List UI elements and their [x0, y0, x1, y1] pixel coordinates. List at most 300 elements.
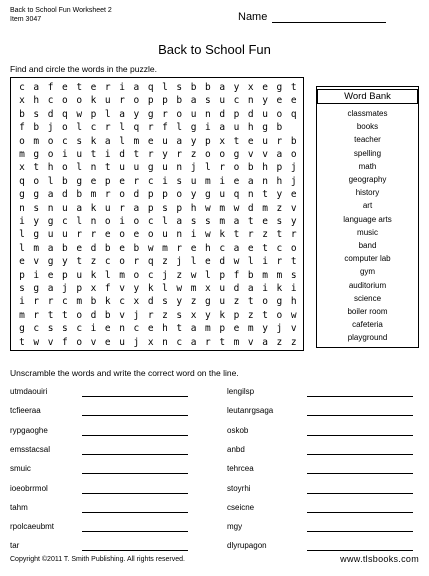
puzzle-letter[interactable]: r [119, 202, 125, 214]
puzzle-letter[interactable]: b [205, 82, 211, 93]
puzzle-letter[interactable]: s [33, 202, 40, 214]
puzzle-letter[interactable]: p [233, 309, 240, 321]
puzzle-letter[interactable]: i [119, 216, 125, 227]
puzzle-letter[interactable]: u [133, 162, 140, 174]
puzzle-letter[interactable]: y [233, 82, 240, 93]
puzzle-letter[interactable]: p [162, 189, 168, 201]
puzzle-letter[interactable]: s [176, 82, 183, 93]
puzzle-letter[interactable]: w [76, 108, 83, 120]
puzzle-letter[interactable]: r [104, 189, 111, 201]
puzzle-letter[interactable]: b [19, 108, 25, 120]
puzzle-letter[interactable]: x [147, 336, 154, 348]
puzzle-letter[interactable]: j [290, 175, 297, 187]
puzzle-letter[interactable]: c [76, 323, 83, 335]
puzzle-letter[interactable]: u [76, 149, 83, 160]
puzzle-letter[interactable]: a [262, 336, 268, 348]
puzzle-letter[interactable]: b [62, 175, 68, 187]
puzzle-letter[interactable]: b [90, 296, 97, 308]
puzzle-letter[interactable]: z [290, 336, 297, 348]
puzzle-letter[interactable]: a [33, 82, 40, 93]
puzzle-letter[interactable]: g [276, 296, 283, 308]
puzzle-letter[interactable]: d [90, 242, 97, 254]
puzzle-letter[interactable]: m [19, 149, 25, 160]
puzzle-letter[interactable]: e [147, 135, 154, 147]
puzzle-letter[interactable]: u [62, 202, 68, 214]
puzzle-letter[interactable]: d [119, 149, 125, 160]
puzzle-letter[interactable]: i [162, 175, 168, 187]
puzzle-letter[interactable]: l [19, 242, 25, 254]
puzzle-letter[interactable]: p [147, 189, 154, 201]
puzzle-letter[interactable]: g [19, 189, 25, 201]
puzzle-letter[interactable]: o [62, 122, 68, 134]
puzzle-letter[interactable]: a [104, 135, 111, 147]
puzzle-letter[interactable]: d [47, 108, 54, 120]
puzzle-letter[interactable]: j [162, 269, 168, 281]
puzzle-letter[interactable]: m [190, 283, 197, 294]
puzzle-letter[interactable]: i [104, 149, 111, 160]
puzzle-letter[interactable]: r [119, 95, 125, 107]
puzzle-letter[interactable]: v [47, 336, 54, 348]
puzzle-letter[interactable]: h [205, 242, 211, 254]
puzzle-letter[interactable]: c [133, 323, 140, 335]
puzzle-letter[interactable]: p [219, 323, 226, 335]
puzzle-letter[interactable]: s [290, 269, 297, 281]
puzzle-letter[interactable]: t [33, 162, 40, 174]
puzzle-letter[interactable]: e [290, 189, 297, 201]
puzzle-letter[interactable]: i [19, 296, 25, 308]
puzzle-letter[interactable]: o [47, 135, 54, 147]
puzzle-letter[interactable]: r [205, 336, 211, 348]
puzzle-letter[interactable]: l [176, 122, 183, 134]
puzzle-letter[interactable]: m [76, 296, 83, 308]
puzzle-letter[interactable]: t [219, 336, 226, 348]
puzzle-letter[interactable]: v [247, 149, 254, 160]
puzzle-letter[interactable]: m [262, 269, 268, 281]
answer-line[interactable] [82, 435, 188, 436]
puzzle-letter[interactable]: g [205, 296, 211, 308]
puzzle-letter[interactable]: o [119, 229, 125, 241]
puzzle-letter[interactable]: t [90, 149, 97, 160]
puzzle-letter[interactable]: g [47, 216, 54, 227]
puzzle-letter[interactable]: o [119, 189, 125, 201]
puzzle-letter[interactable]: w [205, 202, 211, 214]
puzzle-letter[interactable]: r [47, 296, 54, 308]
puzzle-letter[interactable]: t [290, 82, 297, 93]
puzzle-letter[interactable]: w [233, 256, 240, 268]
puzzle-letter[interactable]: a [176, 216, 183, 227]
puzzle-letter[interactable]: u [233, 122, 240, 134]
puzzle-letter[interactable]: o [147, 229, 154, 241]
puzzle-letter[interactable]: i [205, 122, 211, 134]
puzzle-letter[interactable]: a [47, 189, 54, 201]
puzzle-letter[interactable]: t [104, 162, 111, 174]
puzzle-letter[interactable]: k [147, 283, 154, 294]
puzzle-letter[interactable]: g [262, 122, 268, 134]
puzzle-letter[interactable]: b [76, 189, 83, 201]
puzzle-letter[interactable]: l [205, 162, 211, 174]
puzzle-letter[interactable]: r [219, 162, 226, 174]
puzzle-letter[interactable]: s [190, 216, 197, 227]
puzzle-letter[interactable]: j [47, 122, 54, 134]
puzzle-letter[interactable]: o [219, 149, 226, 160]
puzzle-letter[interactable]: c [147, 216, 154, 227]
puzzle-letter[interactable]: o [19, 135, 25, 147]
puzzle-letter[interactable]: b [247, 162, 254, 174]
puzzle-letter[interactable]: c [147, 175, 154, 187]
puzzle-letter[interactable]: z [276, 202, 283, 214]
puzzle-letter[interactable]: c [233, 95, 240, 107]
puzzle-letter[interactable]: a [247, 283, 254, 294]
puzzle-letter[interactable]: o [76, 309, 83, 321]
puzzle-letter[interactable]: m [19, 309, 25, 321]
puzzle-letter[interactable]: i [290, 283, 297, 294]
puzzle-letter[interactable]: n [90, 216, 97, 227]
puzzle-letter[interactable]: u [62, 229, 68, 241]
puzzle-letter[interactable]: u [119, 162, 125, 174]
puzzle-letter[interactable]: b [176, 95, 183, 107]
puzzle-letter[interactable]: y [262, 323, 268, 335]
puzzle-letter[interactable]: r [33, 309, 40, 321]
puzzle-letter[interactable]: h [47, 162, 54, 174]
puzzle-letter[interactable]: s [76, 135, 83, 147]
puzzle-letter[interactable]: r [162, 108, 168, 120]
puzzle-letter[interactable]: q [147, 256, 154, 268]
puzzle-letter[interactable]: z [90, 256, 97, 268]
puzzle-letter[interactable]: l [247, 256, 254, 268]
puzzle-letter[interactable]: m [262, 202, 268, 214]
puzzle-letter[interactable]: o [133, 216, 140, 227]
puzzle-letter[interactable]: j [133, 336, 140, 348]
puzzle-letter[interactable]: x [219, 135, 226, 147]
puzzle-letter[interactable]: o [276, 309, 283, 321]
puzzle-letter[interactable]: w [290, 309, 297, 321]
puzzle-letter[interactable]: a [190, 95, 197, 107]
puzzle-letter[interactable]: i [190, 229, 197, 241]
puzzle-letter[interactable]: h [162, 323, 168, 335]
puzzle-letter[interactable]: f [104, 283, 111, 294]
puzzle-letter[interactable]: w [190, 269, 197, 281]
puzzle-letter[interactable]: o [133, 95, 140, 107]
puzzle-letter[interactable]: i [262, 283, 268, 294]
puzzle-letter[interactable]: g [190, 122, 197, 134]
puzzle-letter[interactable]: c [62, 135, 68, 147]
puzzle-letter[interactable]: b [190, 82, 197, 93]
puzzle-letter[interactable]: r [276, 256, 283, 268]
puzzle-letter[interactable]: u [104, 95, 111, 107]
puzzle-letter[interactable]: t [62, 309, 68, 321]
puzzle-letter[interactable]: t [262, 309, 268, 321]
puzzle-letter[interactable]: s [162, 296, 168, 308]
puzzle-letter[interactable]: t [76, 82, 83, 93]
puzzle-letter[interactable]: j [290, 162, 297, 174]
puzzle-letter[interactable]: g [147, 108, 154, 120]
answer-line[interactable] [82, 396, 188, 397]
puzzle-letter[interactable]: m [219, 216, 226, 227]
puzzle-letter[interactable]: k [219, 229, 226, 241]
puzzle-letter[interactable]: n [162, 336, 168, 348]
puzzle-letter[interactable]: o [119, 256, 125, 268]
answer-line[interactable] [307, 531, 413, 532]
puzzle-letter[interactable]: s [162, 202, 168, 214]
puzzle-letter[interactable]: e [62, 82, 68, 93]
puzzle-letter[interactable]: r [76, 229, 83, 241]
puzzle-letter[interactable]: w [147, 242, 154, 254]
puzzle-letter[interactable]: m [276, 269, 283, 281]
puzzle-letter[interactable]: c [276, 242, 283, 254]
puzzle-letter[interactable]: w [176, 283, 183, 294]
puzzle-letter[interactable]: t [276, 229, 283, 241]
puzzle-letter[interactable]: x [19, 95, 25, 107]
puzzle-letter[interactable]: s [205, 95, 211, 107]
puzzle-letter[interactable]: e [290, 95, 297, 107]
puzzle-letter[interactable]: x [19, 162, 25, 174]
puzzle-letter[interactable]: y [133, 283, 140, 294]
puzzle-letter[interactable]: a [190, 336, 197, 348]
puzzle-letter[interactable]: t [247, 296, 254, 308]
puzzle-letter[interactable]: d [219, 256, 226, 268]
puzzle-letter[interactable]: w [205, 229, 211, 241]
puzzle-letter[interactable]: f [47, 82, 54, 93]
answer-line[interactable] [82, 550, 188, 551]
puzzle-letter[interactable]: a [133, 202, 140, 214]
puzzle-letter[interactable]: y [162, 149, 168, 160]
answer-line[interactable] [82, 454, 188, 455]
puzzle-letter[interactable]: u [104, 202, 111, 214]
puzzle-letter[interactable]: m [90, 189, 97, 201]
puzzle-letter[interactable]: k [90, 202, 97, 214]
puzzle-letter[interactable]: r [147, 309, 154, 321]
answer-line[interactable] [82, 493, 188, 494]
puzzle-letter[interactable]: b [247, 269, 254, 281]
puzzle-letter[interactable]: f [233, 269, 240, 281]
answer-line[interactable] [307, 512, 413, 513]
puzzle-letter[interactable]: l [162, 82, 168, 93]
name-answer-line[interactable] [272, 22, 386, 23]
puzzle-letter[interactable]: q [233, 189, 240, 201]
puzzle-letter[interactable]: r [33, 296, 40, 308]
puzzle-letter[interactable]: z [276, 336, 283, 348]
puzzle-letter[interactable]: g [233, 149, 240, 160]
puzzle-letter[interactable]: a [219, 82, 226, 93]
puzzle-letter[interactable]: g [276, 82, 283, 93]
puzzle-letter[interactable]: v [119, 283, 125, 294]
puzzle-letter[interactable]: e [47, 269, 54, 281]
puzzle-letter[interactable]: e [119, 242, 125, 254]
puzzle-letter[interactable]: t [47, 309, 54, 321]
puzzle-letter[interactable]: h [247, 122, 254, 134]
puzzle-letter[interactable]: u [190, 108, 197, 120]
answer-line[interactable] [307, 550, 413, 551]
puzzle-letter[interactable]: e [133, 229, 140, 241]
puzzle-letter[interactable]: n [247, 95, 254, 107]
puzzle-letter[interactable]: a [176, 135, 183, 147]
puzzle-letter[interactable]: y [133, 108, 140, 120]
puzzle-letter[interactable]: b [133, 242, 140, 254]
puzzle-letter[interactable]: i [219, 175, 226, 187]
puzzle-letter[interactable]: b [290, 135, 297, 147]
puzzle-letter[interactable]: d [247, 108, 254, 120]
puzzle-letter[interactable]: s [176, 175, 183, 187]
puzzle-letter[interactable]: k [276, 283, 283, 294]
puzzle-letter[interactable]: h [276, 175, 283, 187]
answer-line[interactable] [307, 396, 413, 397]
puzzle-letter[interactable]: i [90, 323, 97, 335]
puzzle-letter[interactable]: f [62, 336, 68, 348]
puzzle-letter[interactable]: n [176, 229, 183, 241]
puzzle-letter[interactable]: s [276, 216, 283, 227]
puzzle-letter[interactable]: l [76, 162, 83, 174]
puzzle-letter[interactable]: l [119, 135, 125, 147]
puzzle-letter[interactable]: u [219, 95, 226, 107]
puzzle-letter[interactable]: z [233, 296, 240, 308]
puzzle-letter[interactable]: u [219, 296, 226, 308]
puzzle-letter[interactable]: r [176, 242, 183, 254]
puzzle-letter[interactable]: g [33, 283, 40, 294]
puzzle-letter[interactable]: u [119, 336, 125, 348]
puzzle-letter[interactable]: i [19, 216, 25, 227]
puzzle-letter[interactable]: m [219, 202, 226, 214]
puzzle-letter[interactable]: e [276, 95, 283, 107]
puzzle-letter[interactable]: g [205, 189, 211, 201]
puzzle-letter[interactable]: z [162, 256, 168, 268]
puzzle-letter[interactable]: p [276, 162, 283, 174]
puzzle-letter[interactable]: e [190, 242, 197, 254]
puzzle-letter[interactable]: u [219, 189, 226, 201]
puzzle-letter[interactable]: p [76, 283, 83, 294]
answer-line[interactable] [307, 473, 413, 474]
puzzle-letter[interactable]: q [290, 108, 297, 120]
puzzle-letter[interactable]: r [176, 149, 183, 160]
puzzle-letter[interactable]: e [90, 175, 97, 187]
puzzle-letter[interactable]: c [147, 269, 154, 281]
puzzle-letter[interactable]: c [90, 122, 97, 134]
puzzle-letter[interactable]: l [76, 122, 83, 134]
puzzle-letter[interactable]: q [19, 175, 25, 187]
puzzle-letter[interactable]: s [62, 323, 68, 335]
puzzle-letter[interactable]: e [247, 135, 254, 147]
puzzle-letter[interactable]: a [190, 323, 197, 335]
puzzle-letter[interactable]: p [219, 269, 226, 281]
puzzle-letter[interactable]: c [119, 296, 125, 308]
puzzle-letter[interactable]: z [176, 269, 183, 281]
puzzle-letter[interactable]: e [76, 242, 83, 254]
puzzle-letter[interactable]: d [90, 309, 97, 321]
puzzle-letter[interactable]: e [104, 323, 111, 335]
puzzle-letter[interactable]: t [233, 135, 240, 147]
puzzle-letter[interactable]: p [233, 108, 240, 120]
puzzle-letter[interactable]: o [62, 162, 68, 174]
puzzle-letter[interactable]: t [262, 189, 268, 201]
puzzle-letter[interactable]: l [76, 216, 83, 227]
puzzle-letter[interactable]: y [176, 296, 183, 308]
puzzle-letter[interactable]: z [162, 309, 168, 321]
puzzle-letter[interactable]: l [104, 269, 111, 281]
puzzle-letter[interactable]: c [19, 82, 25, 93]
puzzle-letter[interactable]: n [119, 323, 125, 335]
puzzle-letter[interactable]: l [47, 175, 54, 187]
puzzle-letter[interactable]: o [262, 296, 268, 308]
puzzle-letter[interactable]: o [62, 95, 68, 107]
puzzle-letter[interactable]: p [205, 135, 211, 147]
puzzle-letter[interactable]: p [176, 202, 183, 214]
puzzle-letter[interactable]: z [190, 296, 197, 308]
puzzle-letter[interactable]: o [290, 242, 297, 254]
puzzle-letter[interactable]: t [262, 242, 268, 254]
puzzle-letter[interactable]: o [76, 336, 83, 348]
puzzle-letter[interactable]: r [147, 149, 154, 160]
puzzle-letter[interactable]: e [205, 256, 211, 268]
puzzle-letter[interactable]: s [33, 108, 40, 120]
puzzle-letter[interactable]: t [247, 216, 254, 227]
puzzle-letter[interactable]: l [205, 269, 211, 281]
puzzle-letter[interactable]: m [33, 242, 40, 254]
puzzle-letter[interactable]: j [62, 283, 68, 294]
puzzle-letter[interactable]: p [147, 95, 154, 107]
answer-line[interactable] [82, 473, 188, 474]
puzzle-letter[interactable]: y [190, 189, 197, 201]
puzzle-letter[interactable]: g [19, 323, 25, 335]
answer-line[interactable] [307, 454, 413, 455]
puzzle-letter[interactable]: e [233, 175, 240, 187]
puzzle-letter[interactable]: r [133, 175, 140, 187]
puzzle-letter[interactable]: t [233, 229, 240, 241]
puzzle-letter[interactable]: l [162, 216, 168, 227]
puzzle-letter[interactable]: a [133, 82, 140, 93]
puzzle-letter[interactable]: r [290, 229, 297, 241]
puzzle-letter[interactable]: n [90, 162, 97, 174]
puzzle-letter[interactable]: a [47, 242, 54, 254]
puzzle-letter[interactable]: v [290, 202, 297, 214]
puzzle-letter[interactable]: r [247, 229, 254, 241]
puzzle-letter[interactable]: i [33, 269, 40, 281]
puzzle-letter[interactable]: a [233, 242, 240, 254]
puzzle-letter[interactable]: y [190, 135, 197, 147]
puzzle-letter[interactable]: e [90, 82, 97, 93]
puzzle-letter[interactable]: b [33, 122, 40, 134]
puzzle-letter[interactable]: r [276, 135, 283, 147]
puzzle-letter[interactable]: h [290, 296, 297, 308]
puzzle-letter[interactable]: a [219, 122, 226, 134]
puzzle-letter[interactable]: q [147, 82, 154, 93]
puzzle-letter[interactable]: d [147, 296, 154, 308]
puzzle-letter[interactable]: p [104, 175, 111, 187]
puzzle-letter[interactable]: n [205, 108, 211, 120]
puzzle-letter[interactable]: r [104, 82, 111, 93]
puzzle-letter[interactable]: e [247, 242, 254, 254]
puzzle-letter[interactable]: y [290, 216, 297, 227]
puzzle-letter[interactable]: m [133, 135, 140, 147]
puzzle-letter[interactable]: y [62, 256, 68, 268]
puzzle-letter[interactable]: c [62, 296, 68, 308]
puzzle-letter[interactable]: j [176, 256, 183, 268]
puzzle-letter[interactable]: u [162, 162, 168, 174]
puzzle-letter[interactable]: y [262, 95, 268, 107]
puzzle-letter[interactable]: m [247, 323, 254, 335]
puzzle-letter[interactable]: n [19, 202, 25, 214]
puzzle-letter[interactable]: o [176, 189, 183, 201]
puzzle-letter[interactable]: x [90, 283, 97, 294]
puzzle-letter[interactable]: l [104, 108, 111, 120]
answer-line[interactable] [307, 415, 413, 416]
puzzle-letter[interactable]: k [90, 135, 97, 147]
puzzle-letter[interactable]: s [176, 309, 183, 321]
puzzle-letter[interactable]: y [276, 189, 283, 201]
puzzle-letter[interactable]: n [262, 175, 268, 187]
puzzle-letter[interactable]: h [190, 202, 197, 214]
puzzle-letter[interactable]: m [162, 242, 168, 254]
puzzle-letter[interactable]: c [219, 242, 226, 254]
puzzle-letter[interactable]: a [47, 283, 54, 294]
